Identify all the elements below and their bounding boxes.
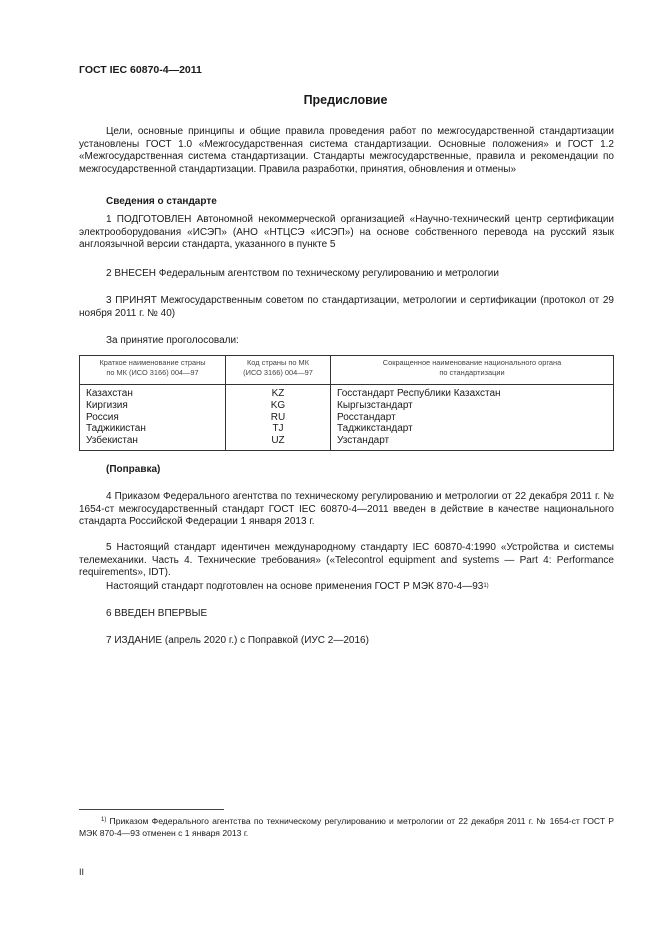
- item-5-note-paragraph: [79, 581, 614, 594]
- footnote-reference: 1): [483, 583, 489, 589]
- voting-countries-table: [79, 355, 614, 451]
- table-cell-country: Россия: [80, 412, 226, 424]
- footnote-text: Приказом Федерального агентства по техническому регулированию и метрологии от 22 декабря 2011 г. № 1654-ст ГОСТ Р МЭК 870-4—93 отменен с 1 января 2013 г.: [79, 816, 614, 838]
- item-4-paragraph: 4 Приказом Федерального агентства по техническому регулированию и метрологии от 22 декабря 2011 г. № 1654-ст межгосударственный стандарт ГОСТ IEC 60870-4—2011 введен в действие в качестве национального стандарта Российской Федерации 1 января 2013 г.: [79, 491, 614, 528]
- item-6-paragraph: 6 ВВЕДЕН ВПЕРВЫЕ: [106, 608, 208, 619]
- item-2-paragraph: 2 ВНЕСЕН Федеральным агентством по техническому регулированию и метрологии: [106, 268, 499, 279]
- table-row: [80, 435, 614, 450]
- table-row: [80, 423, 614, 435]
- table-cell-country: Киргизия: [80, 400, 226, 412]
- table-cell-code: KG: [226, 400, 331, 412]
- voted-label: За принятие проголосовали:: [106, 335, 239, 346]
- item-1-paragraph: 1 ПОДГОТОВЛЕН Автономной некоммерческой организацией «Научно-технический центр сертификации электрооборудования «ИСЭП» (АНО «НТЦСЭ «ИСЭП») на основе собственного перевода на русский язык англоязычной версии стандарта, указанного в пункте 5: [79, 214, 614, 251]
- table-cell-code: TJ: [226, 423, 331, 435]
- table-row: [80, 412, 614, 424]
- table-cell-code: RU: [226, 412, 331, 424]
- table-header-code: Код страны по МК (ИСО 3166) 004—97: [226, 356, 331, 385]
- item-7-paragraph: 7 ИЗДАНИЕ (апрель 2020 г.) с Поправкой (ИУС 2—2016): [106, 635, 369, 646]
- table-header-body: Сокращенное наименование национального органа по стандартизации: [331, 356, 614, 385]
- footnote-divider: [79, 809, 224, 810]
- table-cell-body: Таджикстандарт: [331, 423, 614, 435]
- item-5-paragraph: 5 Настоящий стандарт идентичен международному стандарту IEC 60870-4:1990 «Устройства и системы телемеханики. Часть 4. Технические требования» («Telecontrol equipment and systems — Part 4: Performance requirements», IDT).: [79, 542, 614, 579]
- table-cell-body: Кыргызстандарт: [331, 400, 614, 412]
- table-cell-code: KZ: [226, 385, 331, 400]
- footnote: [79, 815, 614, 839]
- amendment-heading: (Поправка): [106, 464, 161, 475]
- table-cell-body: Госстандарт Республики Казахстан: [331, 385, 614, 400]
- table-cell-country: Узбекистан: [80, 435, 226, 450]
- item-3-paragraph: 3 ПРИНЯТ Межгосударственным советом по стандартизации, метрологии и сертификации (протокол от 29 ноября 2011 г. № 40): [79, 295, 614, 319]
- page-number: II: [79, 867, 85, 877]
- table-cell-body: Росстандарт: [331, 412, 614, 424]
- table-cell-country: Таджикистан: [80, 423, 226, 435]
- info-heading: Сведения о стандарте: [106, 196, 217, 207]
- document-id-header: ГОСТ IEC 60870-4—2011: [79, 64, 202, 76]
- table-header-row: [80, 356, 614, 385]
- table-row: [80, 400, 614, 412]
- page-title: Предисловие: [303, 93, 388, 107]
- table-cell-body: Узстандарт: [331, 435, 614, 450]
- item-5-note-text: Настоящий стандарт подготовлен на основе применения ГОСТ Р МЭК 870-4—93: [106, 581, 484, 592]
- table-cell-country: Казахстан: [80, 385, 226, 400]
- intro-paragraph: Цели, основные принципы и общие правила проведения работ по межгосударственной стандартизации установлены ГОСТ 1.0 «Межгосударственная система стандартизации. Основные положения» и ГОСТ 1.2 «Межгосударственная система стандартизации. Стандарты межгосударственные, правила и рекомендации по межгосударственной стандартизации. Правила разработки, принятия, обновления и отмены»: [79, 126, 614, 175]
- table-row: [80, 385, 614, 400]
- table-cell-code: UZ: [226, 435, 331, 450]
- table-header-country: Краткое наименование страны по МК (ИСО 3166) 004—97: [80, 356, 226, 385]
- footnote-mark: 1): [101, 817, 107, 823]
